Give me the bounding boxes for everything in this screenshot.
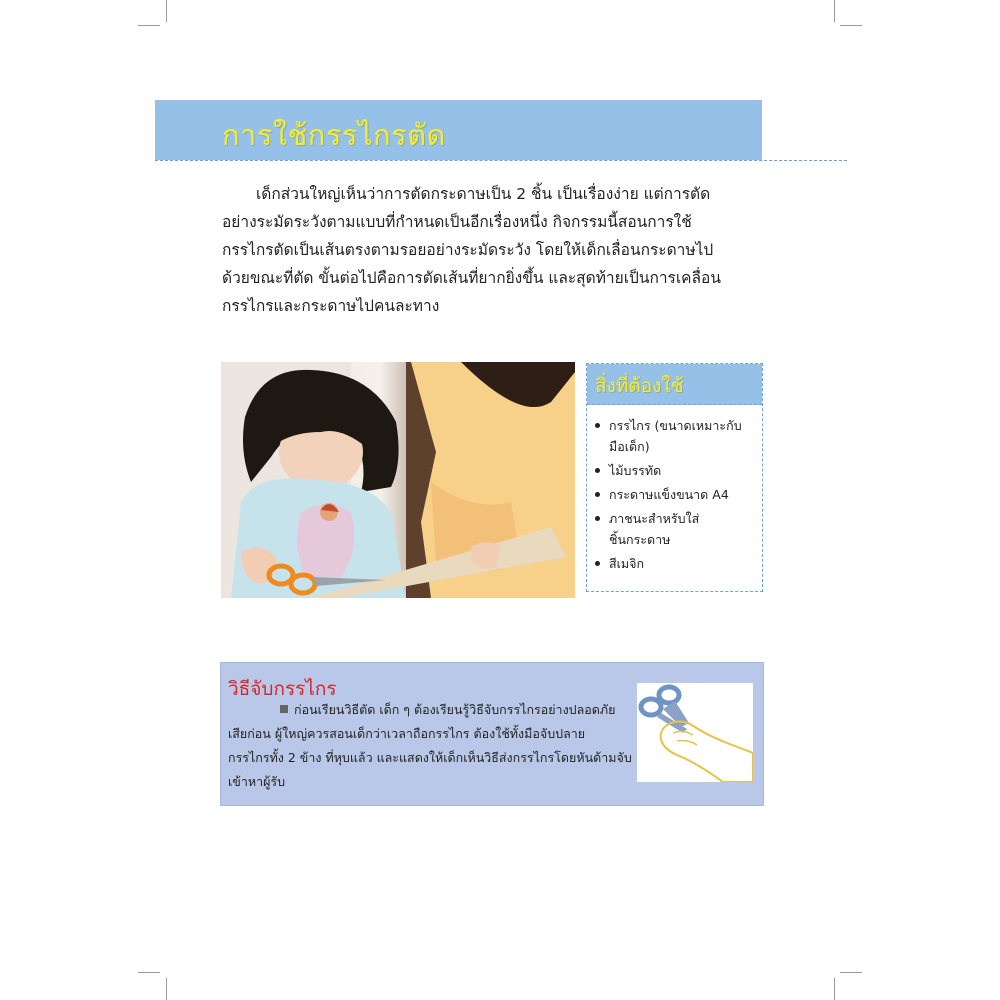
list-item-text: ภาชนะสำหรับใส่ xyxy=(609,511,700,526)
list-item-text: กรรไกร (ขนาดเหมาะกับ xyxy=(609,418,742,433)
grip-line xyxy=(228,698,638,722)
intro-paragraph xyxy=(222,180,767,320)
grip-line: กรรไกรทั้ง 2 ข้าง ที่หุบแล้ว และแสดงให้เด็กเห็นวิธีส่งกรรไกรโดยหันด้ามจับ xyxy=(228,750,632,765)
crop-mark xyxy=(840,25,862,26)
list-item xyxy=(595,460,756,481)
crop-mark xyxy=(834,978,835,1000)
crop-mark xyxy=(834,0,835,22)
grip-line: เสียก่อน ผู้ใหญ่ควรสอนเด็กว่าเวลาถือกรรไกร ต้องใช้ทั้งมือจับปลาย xyxy=(228,726,586,741)
grip-line-text: ก่อนเรียนวิธีตัด เด็ก ๆ ต้องเรียนรู้วิธีจับกรรไกรอย่างปลอดภัย xyxy=(294,702,616,717)
intro-line: ด้วยขณะที่ตัด ขั้นต่อไปคือการตัดเส้นที่ยากยิ่งขึ้น และสุดท้ายเป็นการเคลื่อน xyxy=(222,269,721,287)
bullet-dot-icon xyxy=(595,423,600,428)
crop-mark xyxy=(840,972,862,973)
child-cutting-photo xyxy=(221,362,575,598)
crop-mark xyxy=(138,25,160,26)
list-item xyxy=(595,484,756,505)
list-item-text: สีเมจิก xyxy=(609,556,645,571)
title-divider xyxy=(155,160,847,161)
intro-line: อย่างระมัดระวังตามแบบที่กำหนดเป็นอีกเรื่องหนึ่ง กิจกรรมนี้สอนการใช้ xyxy=(222,213,692,231)
bullet-dot-icon xyxy=(595,516,600,521)
square-bullet-icon xyxy=(280,705,288,713)
list-item-text: มือเด็ก) xyxy=(609,439,650,454)
page-title: การใช้กรรไกรตัด xyxy=(222,118,446,152)
grip-line: เข้าหาผู้รับ xyxy=(228,774,286,789)
crop-mark xyxy=(166,978,167,1000)
crop-mark xyxy=(138,972,160,973)
list-item-text: ไม้บรรทัด xyxy=(609,463,662,478)
grip-title: วิธีจับกรรไกร xyxy=(228,678,337,700)
bullet-dot-icon xyxy=(595,468,600,473)
intro-line: เด็กส่วนใหญ่เห็นว่าการตัดกระดาษเป็น 2 ชิ้น เป็นเรื่องง่าย แต่การตัด xyxy=(256,185,711,203)
intro-line: กรรไกรตัดเป็นเส้นตรงตามรอยอย่างระมัดระวัง โดยให้เด็กเลื่อนกระดาษไป xyxy=(222,241,714,259)
list-item xyxy=(595,415,756,457)
list-item xyxy=(595,508,756,550)
scissors-grip-illustration xyxy=(637,683,753,782)
supplies-header xyxy=(587,364,762,405)
crop-mark xyxy=(166,0,167,22)
supplies-box xyxy=(586,363,763,592)
bullet-dot-icon xyxy=(595,561,600,566)
supplies-list xyxy=(587,405,762,574)
grip-paragraph xyxy=(228,698,638,794)
list-item-text: กระดาษแข็งขนาด A4 xyxy=(609,487,729,502)
supplies-title: สิ่งที่ต้องใช้ xyxy=(595,375,684,397)
list-item-text: ชิ้นกระดาษ xyxy=(609,532,671,547)
list-item xyxy=(595,553,756,574)
intro-line: กรรไกรและกระดาษไปคนละทาง xyxy=(222,297,440,315)
bullet-dot-icon xyxy=(595,492,600,497)
